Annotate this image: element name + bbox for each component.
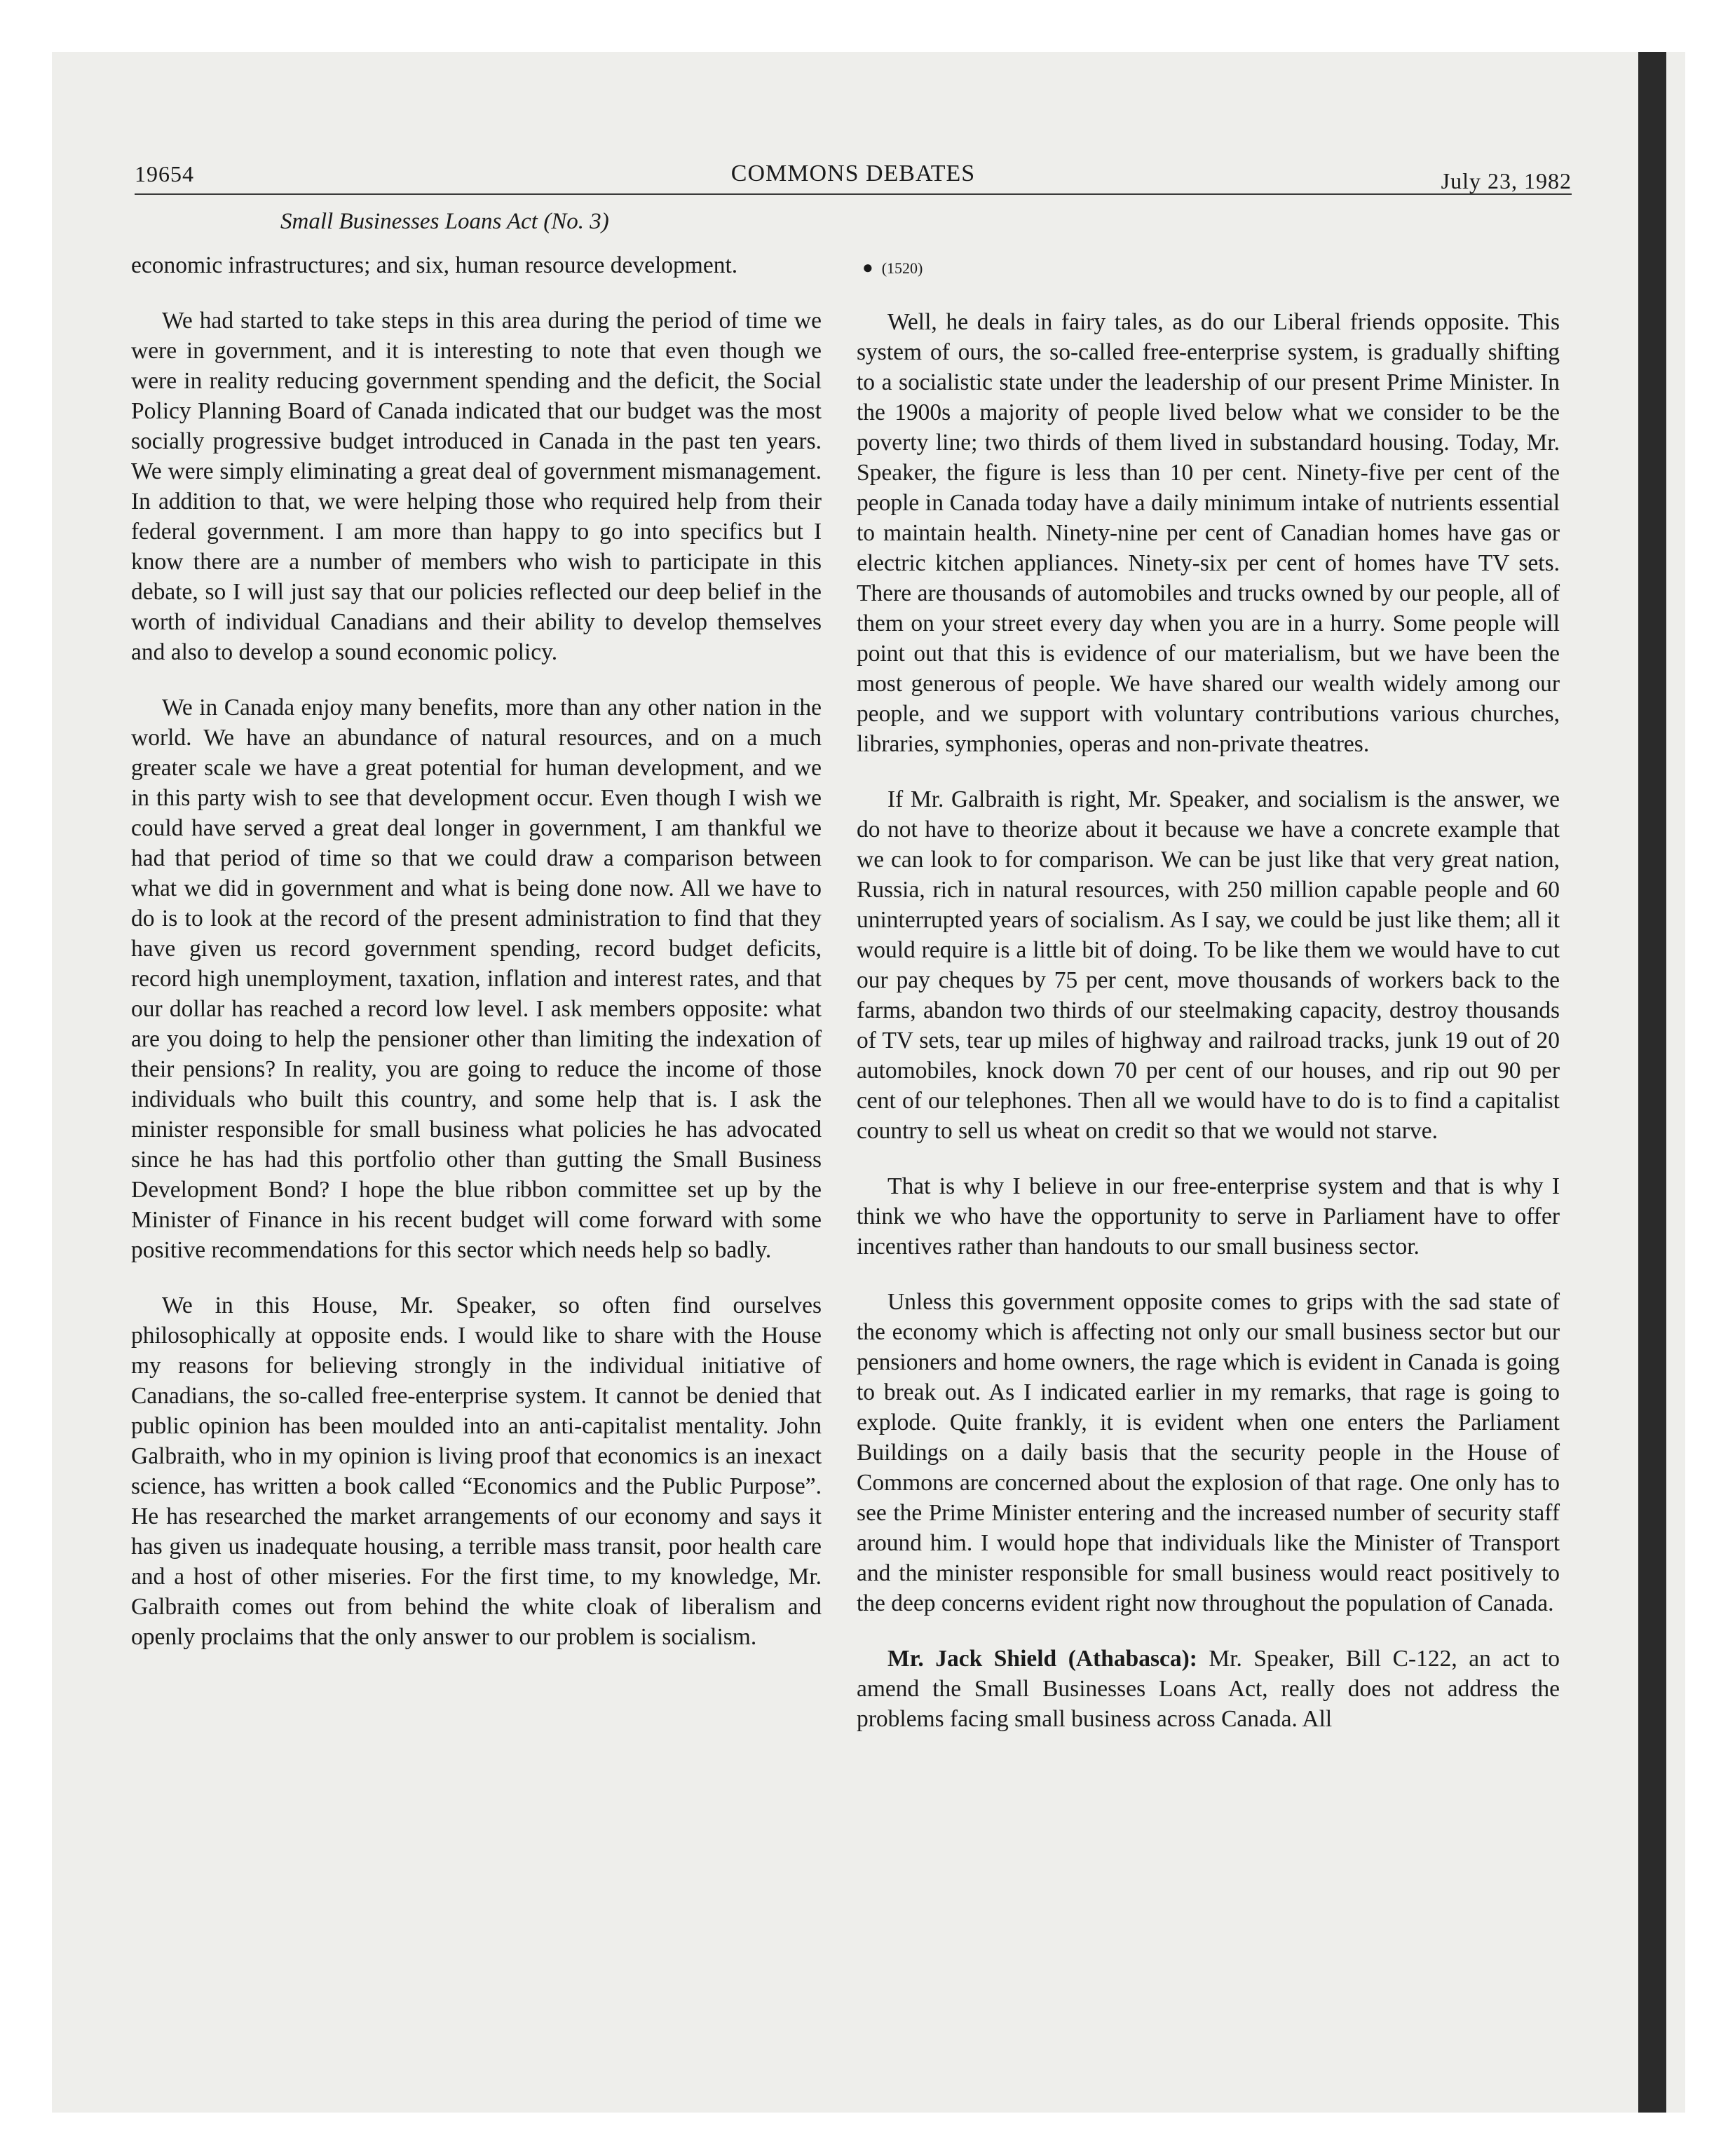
left-column bbox=[131, 250, 822, 1677]
page-number: 19654 bbox=[135, 161, 194, 186]
page-date: July 23, 1982 bbox=[1441, 168, 1572, 193]
paragraph: We in this House, Mr. Speaker, so often find ourselves philosophically at opposite ends. I would like to share with the House my reasons for believing strongly in the individual initiative of Canadians, the so-called free-enterprise system. It cannot be denied that public opinion has been moulded into an anti-capitalist mentality. John Galbraith, who in my opinion is living proof that economics is an inexact science, has written a book called “Economics and the Public Purpose”. He has researched the market arrangements of our economy and says it has given us inadequate housing, a terrible mass transit, poor health care and a host of other miseries. For the first time, to my knowledge, Mr. Galbraith comes out from behind the white cloak of liberalism and openly proclaims that the only answer to our problem is socialism. bbox=[131, 1292, 822, 1650]
bullet-icon: ● bbox=[862, 257, 873, 278]
paragraph: economic infrastructures; and six, human resource development. bbox=[131, 252, 738, 278]
paragraph: We had started to take steps in this area during the period of time we were in government, and it is interesting to note that even though we were in reality reducing government spending and the deficit, the Social Policy Planning Board of Canada indicated that our budget was the most socially progressive budget introduced in Canada in the past ten years. We were simply eliminating a great deal of government mismanagement. In addition to that, we were helping those who required help from their federal government. I am more than happy to go into specifics but I know there are a number of members who wish to participate in this debate, so I will just say that our policies reflected our deep belief in the worth of individual Canadians and their ability to develop themselves and also to develop a sound economic policy. bbox=[131, 308, 822, 665]
speech-paragraph bbox=[857, 1644, 1560, 1734]
paragraph: If Mr. Galbraith is right, Mr. Speaker, and socialism is the answer, we do not have to theorize about it because we have a concrete example that we can look to for comparison. We can be just like that very great nation, Russia, rich in natural resources, with 250 million capable people and 60 uninterrupted years of socialism. As I say, we could be just like them; all it would require is a little bit of doing. To be like them we would have to cut our pay cheques by 75 per cent, move thousands of workers back to the farms, abandon two thirds of our steelmaking capacity, destroy thousands of TV sets, tear up miles of highway and railroad tracks, junk 19 out of 20 automobiles, knock down 70 per cent of our houses, and rip out 90 per cent of our telephones. Then all we would have to do is to find a capitalist country to sell us wheat on credit so that we would not starve. bbox=[857, 786, 1560, 1144]
paragraph: Unless this government opposite comes to grips with the sad state of the economy which is affecting not only our small business sector but our pensioners and home owners, the rage which is evident in Canada is going to break out. As I indicated earlier in my remarks, that rage is going to explode. Quite frankly, it is evident when one enters the Parliament Buildings on a daily basis that the security people in the House of Commons are concerned about the explosion of that rage. One only has to see the Prime Minister entering and the increased number of security staff around him. I would hope that individuals like the Minister of Transport and the minister responsible for small business would react positively to the deep concerns evident right now throughout the population of Canada. bbox=[857, 1289, 1560, 1616]
publication-title: COMMONS DEBATES bbox=[730, 161, 976, 186]
paragraph: Well, he deals in fairy tales, as do our Liberal friends opposite. This system of ours, the so-called free-enterprise system, is gradually shifting to a socialistic state under the leadership of our present Prime Minister. In the 1900s a majority of people lived below what we consider to be the poverty line; two thirds of them lived in substandard housing. Today, Mr. Speaker, the figure is less than 10 per cent. Ninety-five per cent of the people in Canada today have a daily minimum intake of nutrients essential to maintain health. Ninety-nine per cent of Canadian homes have gas or electric kitchen appliances. Ninety-six per cent of homes have TV sets. There are thousands of automobiles and trucks owned by our people, all of them on your street every day when you are in a hurry. Some people will point out that this is evidence of our materialism, but we have been the most generous of people. We have shared our wealth widely among our people, and we support with voluntary contributions various churches, libraries, symphonies, operas and non-private theatres. bbox=[857, 309, 1560, 757]
scan-edge-shadow bbox=[1638, 52, 1666, 2113]
right-column bbox=[857, 250, 1560, 1759]
speaker-name: Mr. Jack Shield (Athabasca): bbox=[887, 1646, 1197, 1672]
speech-text: Mr. Speaker, Bill C-122, an act to amend the Small Businesses Loans Act, really does not address the problems facing small business across Canada. All bbox=[857, 1646, 1560, 1732]
running-title: Small Businesses Loans Act (No. 3) bbox=[280, 209, 609, 234]
paragraph: That is why I believe in our free-enterprise system and that is why I think we who have the opportunity to serve in Parliament have to offer incentives rather than handouts to our small business sector. bbox=[857, 1173, 1560, 1260]
timestamp-marker bbox=[862, 257, 1560, 279]
paragraph: We in Canada enjoy many benefits, more than any other nation in the world. We have an abundance of natural resources, and on a much greater scale we have a great potential for human development, and we in this party wish to see that development occur. Even though I wish we could have served a great deal longer in government, I am thankful we had that period of time so that we could draw a comparison between what we did in government and what is being done now. All we have to do is to look at the record of the present administration to find that they have given us record government spending, record budget deficits, record high unemployment, taxation, inflation and interest rates, and that our dollar has reached a record low level. I ask members opposite: what are you doing to help the pensioner other than limiting the indexation of their pensions? In reality, you are going to reduce the income of those individuals who built this country, and some help that is. I ask the minister responsible for small business what policies he has advocated since he has had this portfolio other than gutting the Small Business Development Bond? I hope the blue ribbon committee set up by the Minister of Finance in his recent budget will come forward with some positive recommendations for this sector which needs help so badly. bbox=[131, 695, 822, 1263]
header-rule bbox=[135, 193, 1572, 195]
timestamp-time: (1520) bbox=[881, 259, 923, 277]
